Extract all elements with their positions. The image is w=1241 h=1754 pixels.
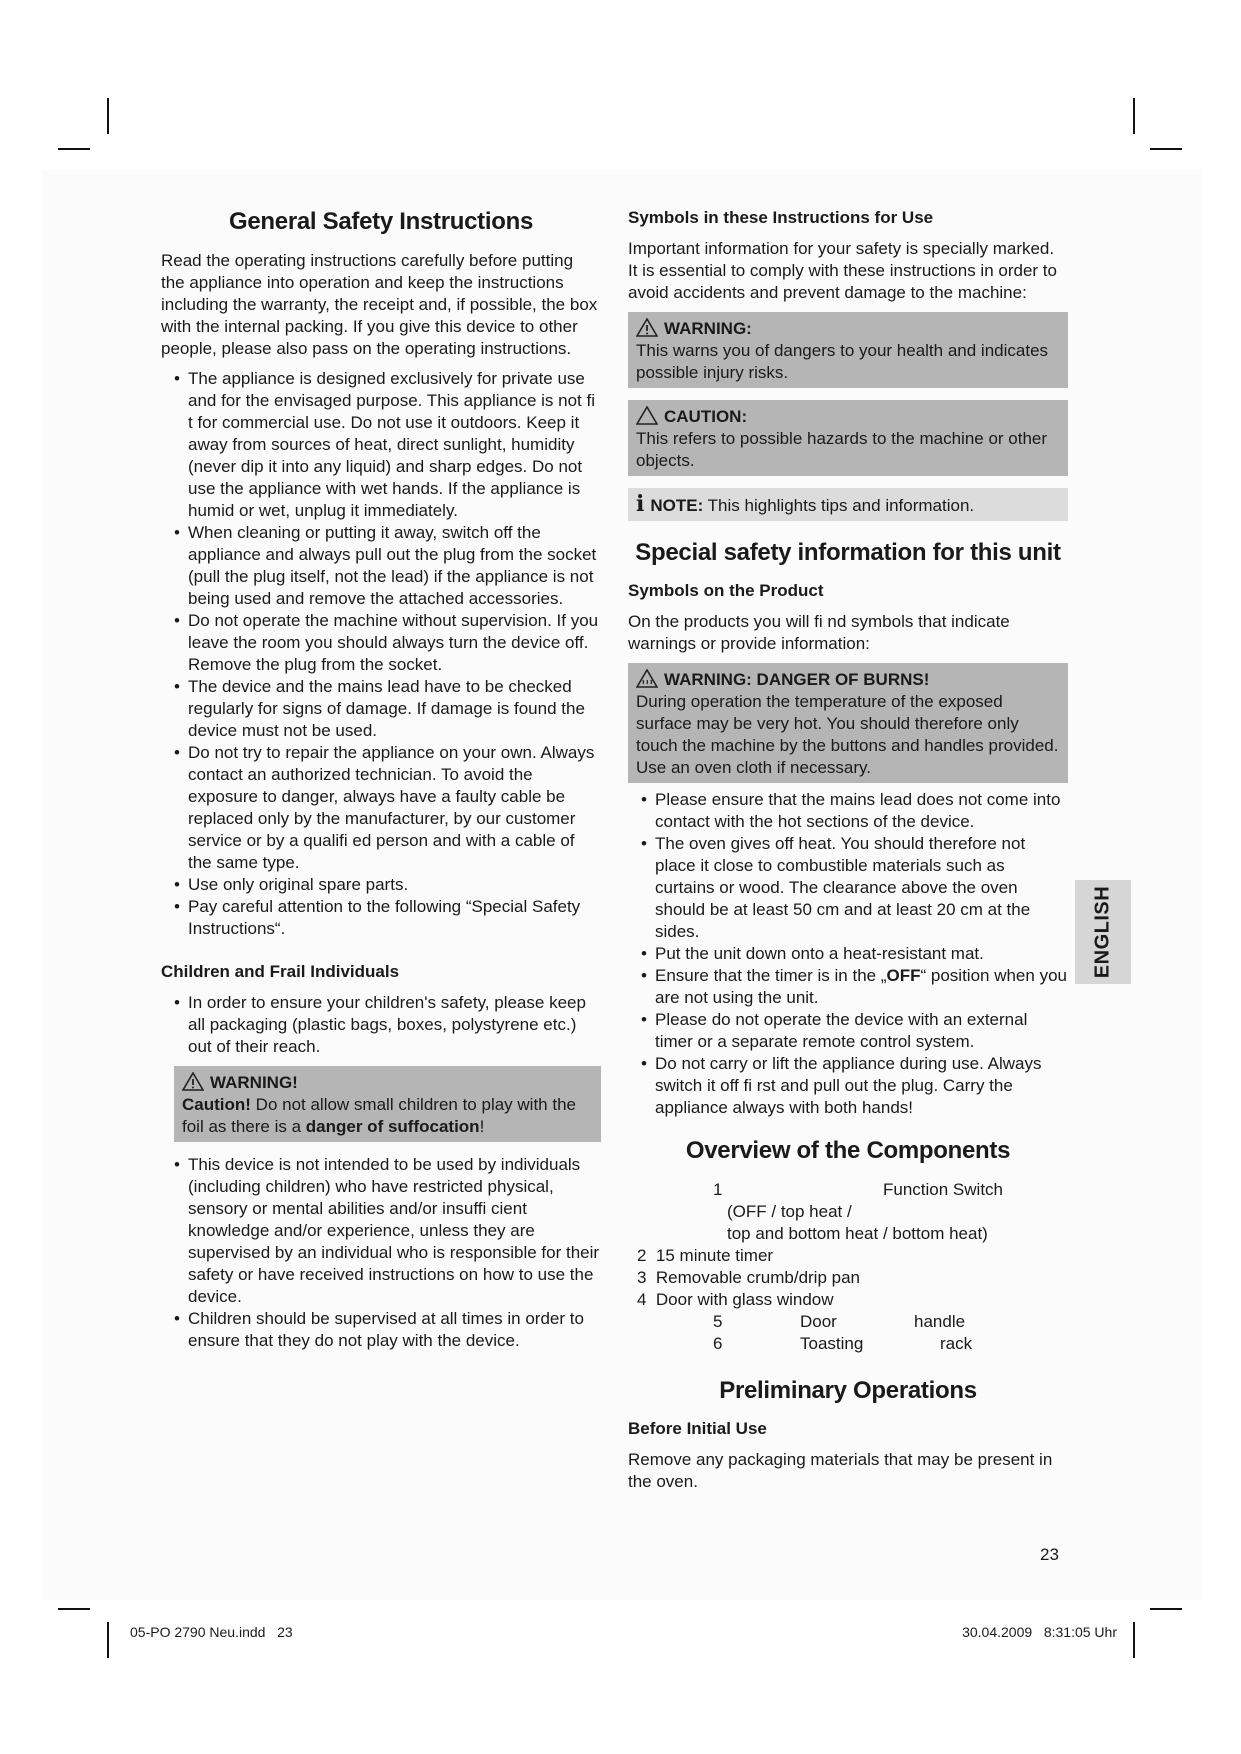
list-item: • Do not operate the machine without supervision. If you leave the room you should always turn the device off. Remove the plug from the socket. — [161, 610, 601, 676]
product-symbols-heading: Symbols on the Product — [628, 581, 824, 600]
footer-left: 05-PO 2790 Neu.indd 23 — [130, 1624, 293, 1640]
warning-text: This warns you of dangers to your health and indicates possible injury risks. — [636, 341, 1049, 382]
list-item: • In order to ensure your children's safety, please keep all packaging (plastic bags, boxes, polystyrene etc.) out of their reach. — [161, 992, 601, 1058]
supervision-list — [161, 1154, 601, 1352]
list-item: • Do not try to repair the appliance on your own. Always contact an authorized technician. To avoid the exposure to danger, always have a faulty cable be replaced only by the manufacturer, by our customer service or by a qualifi ed person and with a cable of the same type. — [161, 742, 601, 874]
component-3: 3 Removable crumb/drip pan — [637, 1268, 861, 1287]
list-item: • Please do not operate the device with an external timer or a separate remote control system. — [628, 1009, 1068, 1053]
crop-mark — [1133, 98, 1135, 134]
caution-triangle-icon — [636, 406, 658, 425]
footer-right: 30.04.2009 8:31:05 Uhr — [962, 1624, 1117, 1640]
warning-title-text: WARNING! — [210, 1073, 298, 1092]
preliminary-title: Preliminary Operations — [719, 1377, 977, 1404]
suffocation-emphasis: danger of suffocation — [305, 1117, 480, 1136]
page-number: 23 — [1040, 1545, 1059, 1564]
list-item: • Do not carry or lift the appliance during use. Always switch it off fi rst and pull out the plug. Carry the appliance always with both hands! — [628, 1053, 1068, 1119]
list-item: • The device and the mains lead have to be checked regularly for signs of damage. If damage is found the device must not be used. — [161, 676, 601, 742]
burns-title: WARNING: DANGER OF BURNS! — [664, 670, 930, 689]
crop-mark — [107, 1622, 109, 1658]
safety-list — [161, 368, 601, 940]
crop-mark — [58, 148, 90, 150]
component-1: 1 Function Switch — [713, 1180, 1003, 1199]
special-safety-title: Special safety information for this unit — [635, 539, 1061, 566]
list-item: • Use only original spare parts. — [161, 874, 601, 896]
warning-text-a: Do not allow small children to play with the foil as there is a — [182, 1095, 576, 1136]
caution-box — [628, 400, 1068, 476]
caution-title: CAUTION: — [664, 407, 748, 426]
suffocation-warning-box — [174, 1066, 601, 1142]
warning-triangle-icon — [182, 1072, 204, 1091]
children-list — [161, 992, 601, 1058]
caution-text: This refers to possible hazards to the machine or other objects. — [636, 429, 1048, 470]
hot-surface-icon — [636, 669, 658, 688]
list-item: • Ensure that the timer is in the „OFF“ position when you are not using the unit. — [628, 965, 1068, 1009]
components-list: 1 Function Switch (OFF / top heat / top and bottom heat / bottom heat) 2 15 minute timer 3 Removable crumb/drip pan 4 Door with glass window 5 Door handle 6 Toasting rack — [628, 1179, 1068, 1355]
list-item: • The oven gives off heat. You should therefore not place it close to combustible materials such as curtains or wood. The clearance above the oven should be at least 50 cm and at least 20 cm at the sides. — [628, 833, 1068, 943]
list-item: • Children should be supervised at all times in order to ensure that they do not play with the device. — [161, 1308, 601, 1352]
note-text: This highlights tips and information. — [703, 496, 975, 515]
list-item: • The appliance is designed exclusively for private use and for the envisaged purpose. This appliance is not fi t for commercial use. Do not use it outdoors. Keep it away from sources of heat, direct sunlight, humidity (never dip it into any liquid) and sharp edges. Do not use the appliance with wet hands. If the appliance is humid or wet, unplug it immediately. — [161, 368, 601, 522]
intro-paragraph: Read the operating instructions carefully before putting the appliance into operation and keep the instructions including the warranty, the receipt and, if possible, the box with the internal packing. If you give this device to other people, please also pass on the operating instructions. — [161, 251, 598, 358]
left-column — [161, 208, 601, 1360]
crop-mark — [1150, 1608, 1182, 1610]
burns-text: During operation the temperature of the exposed surface may be very hot. You should therefore only touch the machine by the buttons and handles provided. Use an oven cloth if necessary. — [636, 692, 1059, 777]
component-5: 5 Door handle — [713, 1312, 966, 1331]
note-title: NOTE: — [650, 496, 704, 515]
list-item: • Pay careful attention to the following “Special Safety Instructions“. — [161, 896, 601, 940]
symbols-heading: Symbols in these Instructions for Use — [628, 208, 934, 227]
component-4: 4 Door with glass window — [637, 1290, 834, 1309]
symbols-intro: Important information for your safety is specially marked. It is essential to comply with these instructions in order to avoid accidents and prevent damage to the machine: — [628, 239, 1057, 302]
list-item: • When cleaning or putting it away, switch off the appliance and always pull out the plug from the socket (pull the plug itself, not the lead) if the appliance is not being used and remove the attached accessories. — [161, 522, 601, 610]
children-heading: Children and Frail Individuals — [161, 962, 400, 981]
list-item: • This device is not intended to be used by individuals (including children) who have restricted physical, sensory or mental abilities and/or insuffi cient knowledge and/or experience, unless they are supervised by an individual who is responsible for their safety or have received instructions on how to use the device. — [161, 1154, 601, 1308]
warning-text — [182, 1094, 593, 1138]
component-2: 2 15 minute timer — [637, 1246, 774, 1265]
note-box — [628, 488, 1068, 521]
before-use-text: Remove any packaging materials that may be present in the oven. — [628, 1450, 1053, 1491]
crop-mark — [107, 98, 109, 134]
component-6: 6 Toasting rack — [713, 1334, 973, 1353]
info-icon: i — [636, 491, 645, 517]
warning-box — [628, 312, 1068, 388]
list-item: • Please ensure that the mains lead does not come into contact with the hot sections of the device. — [628, 789, 1068, 833]
warning-title — [182, 1072, 593, 1094]
language-tab-label: ENGLISH — [1091, 885, 1114, 979]
right-column — [628, 208, 1068, 1501]
crop-mark — [1133, 1622, 1135, 1658]
caution-label: Caution! — [182, 1095, 251, 1114]
burns-warning-box — [628, 663, 1068, 783]
crop-mark — [1150, 148, 1182, 150]
warning-title: WARNING: — [664, 319, 752, 338]
before-use-heading: Before Initial Use — [628, 1419, 767, 1438]
product-symbols-intro: On the products you will fi nd symbols that indicate warnings or provide information: — [628, 612, 1010, 653]
general-safety-title: General Safety Instructions — [229, 208, 533, 235]
warning-triangle-icon — [636, 318, 658, 337]
unit-safety-list — [628, 789, 1068, 1119]
crop-mark — [58, 1608, 90, 1610]
warning-text-b: ! — [479, 1117, 485, 1136]
off-emphasis: OFF — [886, 966, 921, 985]
list-item: • Put the unit down onto a heat-resistant mat. — [628, 943, 1068, 965]
language-tab — [1075, 880, 1131, 984]
overview-title: Overview of the Components — [685, 1137, 1011, 1164]
